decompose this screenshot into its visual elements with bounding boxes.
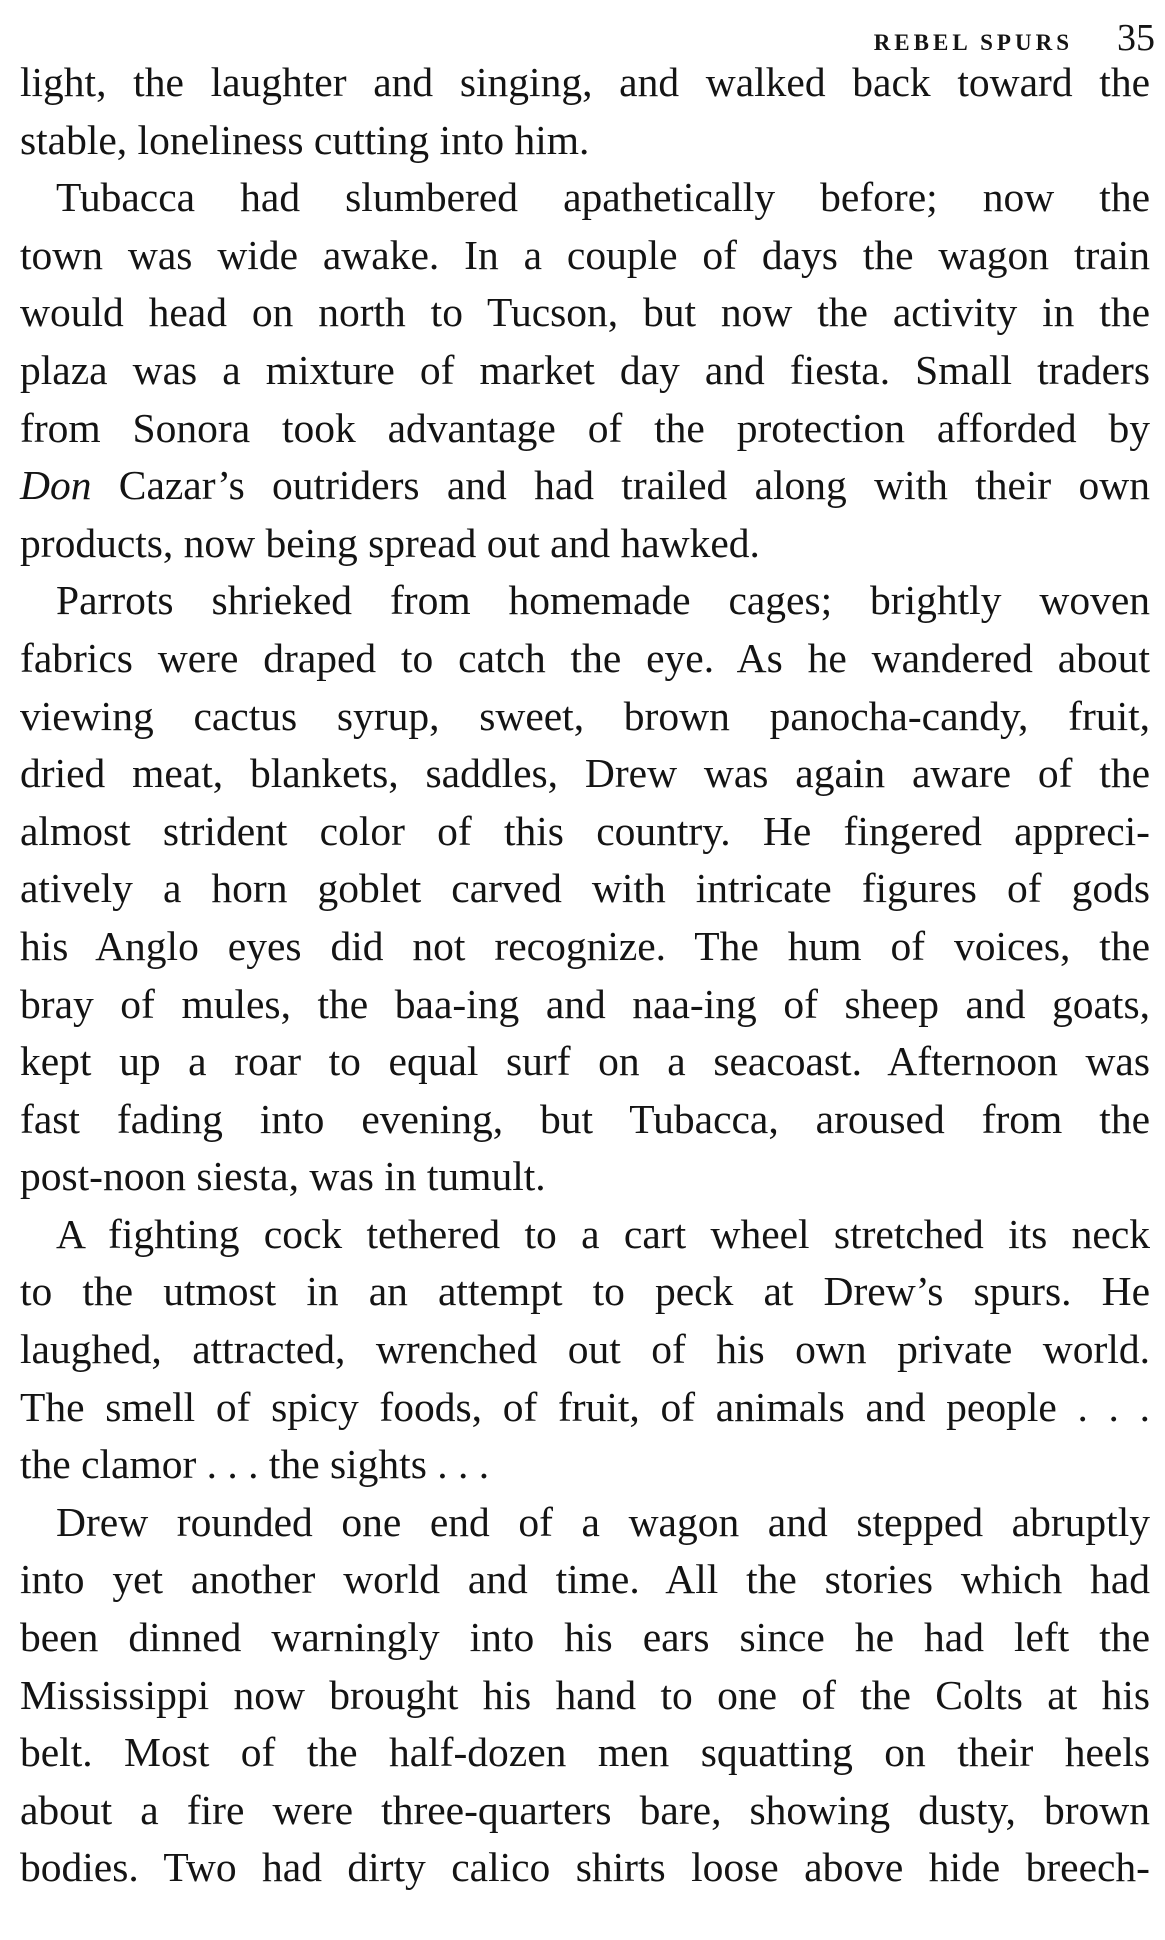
paragraph-first-line: Parrots shrieked from homemade cages; brightly woven <box>56 577 1150 624</box>
text-line: almost strident color of this country. He fingered appreci- <box>20 807 1150 854</box>
paragraph-first-line: A fighting cock tethered to a cart wheel stretched its neck <box>56 1210 1150 1257</box>
text-line: the clamor . . . the sights . . . <box>20 1441 490 1488</box>
text-line: belt. Most of the half-dozen men squatting on their heels <box>20 1729 1150 1776</box>
text-line: his Anglo eyes did not recognize. The hum of voices, the <box>20 922 1150 969</box>
text-line: viewing cactus syrup, sweet, brown panocha-candy, fruit, <box>20 692 1150 739</box>
text-line: about a fire were three-quarters bare, showing dusty, brown <box>20 1786 1150 1833</box>
running-head <box>873 16 1155 59</box>
text-line: laughed, attracted, wrenched out of his own private world. <box>20 1326 1150 1373</box>
text-line: post-noon siesta, was in tumult. <box>20 1153 546 1200</box>
text-line: fabrics were draped to catch the eye. As he wandered about <box>20 634 1150 681</box>
text-line: bodies. Two had dirty calico shirts loose above hide breech- <box>20 1844 1150 1891</box>
text-line: Mississippi now brought his hand to one of the Colts at his <box>20 1671 1150 1718</box>
text-line: bray of mules, the baa-ing and naa-ing of sheep and goats, <box>20 980 1150 1027</box>
text-line: been dinned warningly into his ears since he had left the <box>20 1614 1150 1661</box>
text-line: from Sonora took advantage of the protection afforded by <box>20 404 1150 451</box>
paragraph-first-line: Tubacca had slumbered apathetically before; now the <box>56 174 1150 221</box>
body-text <box>20 54 1150 1897</box>
text-line: fast fading into evening, but Tubacca, aroused from the <box>20 1095 1150 1142</box>
text-line: to the utmost in an attempt to peck at Drew’s spurs. He <box>20 1268 1150 1315</box>
text-line: light, the laughter and singing, and walked back toward the <box>20 59 1150 105</box>
page-number: 35 <box>1117 17 1155 59</box>
text-line: atively a horn goblet carved with intricate figures of gods <box>20 865 1150 912</box>
text-line <box>20 457 1150 515</box>
text-line: town was wide awake. In a couple of days the wagon train <box>20 231 1150 278</box>
text-line: kept up a roar to equal surf on a seacoast. Afternoon was <box>20 1038 1150 1085</box>
text-line: would head on north to Tucson, but now the activity in the <box>20 289 1150 336</box>
text-line-rest: Cazar’s outriders and had trailed along with their own <box>91 462 1150 509</box>
text-line: The smell of spicy foods, of fruit, of animals and people . . . <box>20 1383 1150 1430</box>
paragraph-first-line: Drew rounded one end of a wagon and stepped abruptly <box>56 1498 1150 1545</box>
text-line: dried meat, blankets, saddles, Drew was again aware of the <box>20 750 1150 797</box>
text-line: stable, loneliness cutting into him. <box>20 116 590 163</box>
text-line: plaza was a mixture of market day and fiesta. Small traders <box>20 346 1150 393</box>
italic-word: Don <box>20 462 92 509</box>
running-title: REBEL SPURS <box>873 30 1073 55</box>
text-line: into yet another world and time. All the stories which had <box>20 1556 1150 1603</box>
text-line: products, now being spread out and hawked. <box>20 519 760 566</box>
